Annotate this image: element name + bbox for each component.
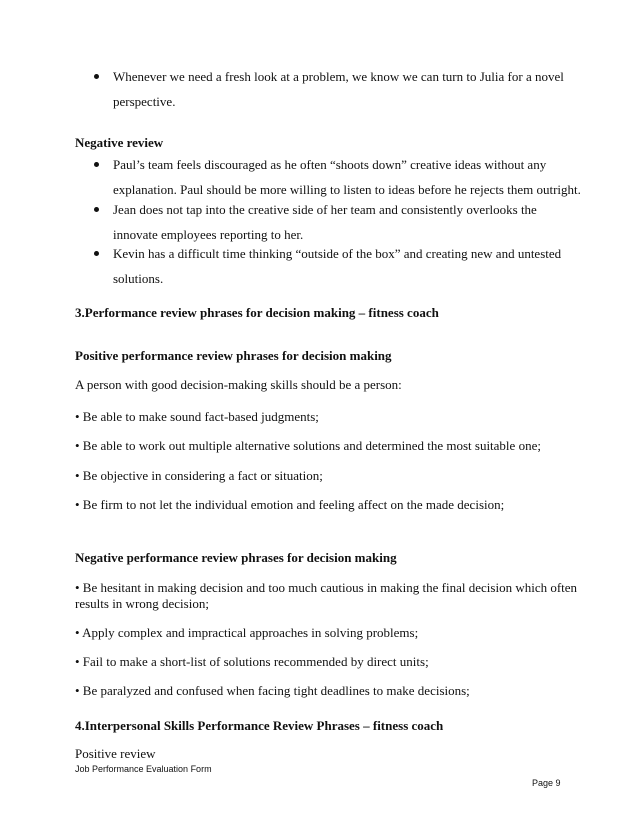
list-item: • Be able to work out multiple alternative solutions and determined the most suitable one; xyxy=(75,438,541,453)
subsection-heading: Positive performance review phrases for decision making xyxy=(75,348,392,363)
bullet-text-continued: perspective. xyxy=(113,94,176,109)
footer-title: Job Performance Evaluation Form xyxy=(75,764,212,774)
list-item: • Be hesitant in making decision and too much cautious in making the final decision which often xyxy=(75,580,578,595)
page-number: Page 9 xyxy=(532,778,561,788)
section-heading: 3.Performance review phrases for decision making – fitness coach xyxy=(75,305,439,320)
list-item: • Be paralyzed and confused when facing tight deadlines to make decisions; xyxy=(75,683,470,698)
paragraph: A person with good decision-making skills should be a person: xyxy=(75,377,402,392)
paragraph: Positive review xyxy=(75,746,156,761)
bullet-text-continued: explanation. Paul should be more willing to listen to ideas before he rejects them outright. xyxy=(113,182,581,197)
bullet-text: Whenever we need a fresh look at a problem, we know we can turn to Julia for a novel xyxy=(113,69,564,84)
bullet-text: Kevin has a difficult time thinking “outside of the box” and creating new and untested xyxy=(113,246,562,261)
bullet-text: Jean does not tap into the creative side of her team and consistently overlooks the xyxy=(113,202,537,217)
bullet-text-continued: solutions. xyxy=(113,271,164,286)
list-item: • Be able to make sound fact-based judgments; xyxy=(75,409,319,424)
section-heading: 4.Interpersonal Skills Performance Review Phrases – fitness coach xyxy=(75,718,444,733)
bullet-icon xyxy=(94,74,99,79)
negative-review-heading: Negative review xyxy=(75,135,164,150)
bullet-icon xyxy=(94,162,99,167)
bullet-icon xyxy=(94,207,99,212)
bullet-icon xyxy=(94,251,99,256)
list-item: • Fail to make a short-list of solutions recommended by direct units; xyxy=(75,654,429,669)
list-item: • Be objective in considering a fact or situation; xyxy=(75,468,323,483)
list-item-continued: results in wrong decision; xyxy=(75,596,209,611)
bullet-text: Paul’s team feels discouraged as he often “shoots down” creative ideas without any xyxy=(113,157,547,172)
list-item: • Apply complex and impractical approaches in solving problems; xyxy=(75,625,419,640)
list-item: • Be firm to not let the individual emotion and feeling affect on the made decision; xyxy=(75,497,505,512)
subsection-heading: Negative performance review phrases for decision making xyxy=(75,550,397,565)
bullet-text-continued: innovate employees reporting to her. xyxy=(113,227,304,242)
